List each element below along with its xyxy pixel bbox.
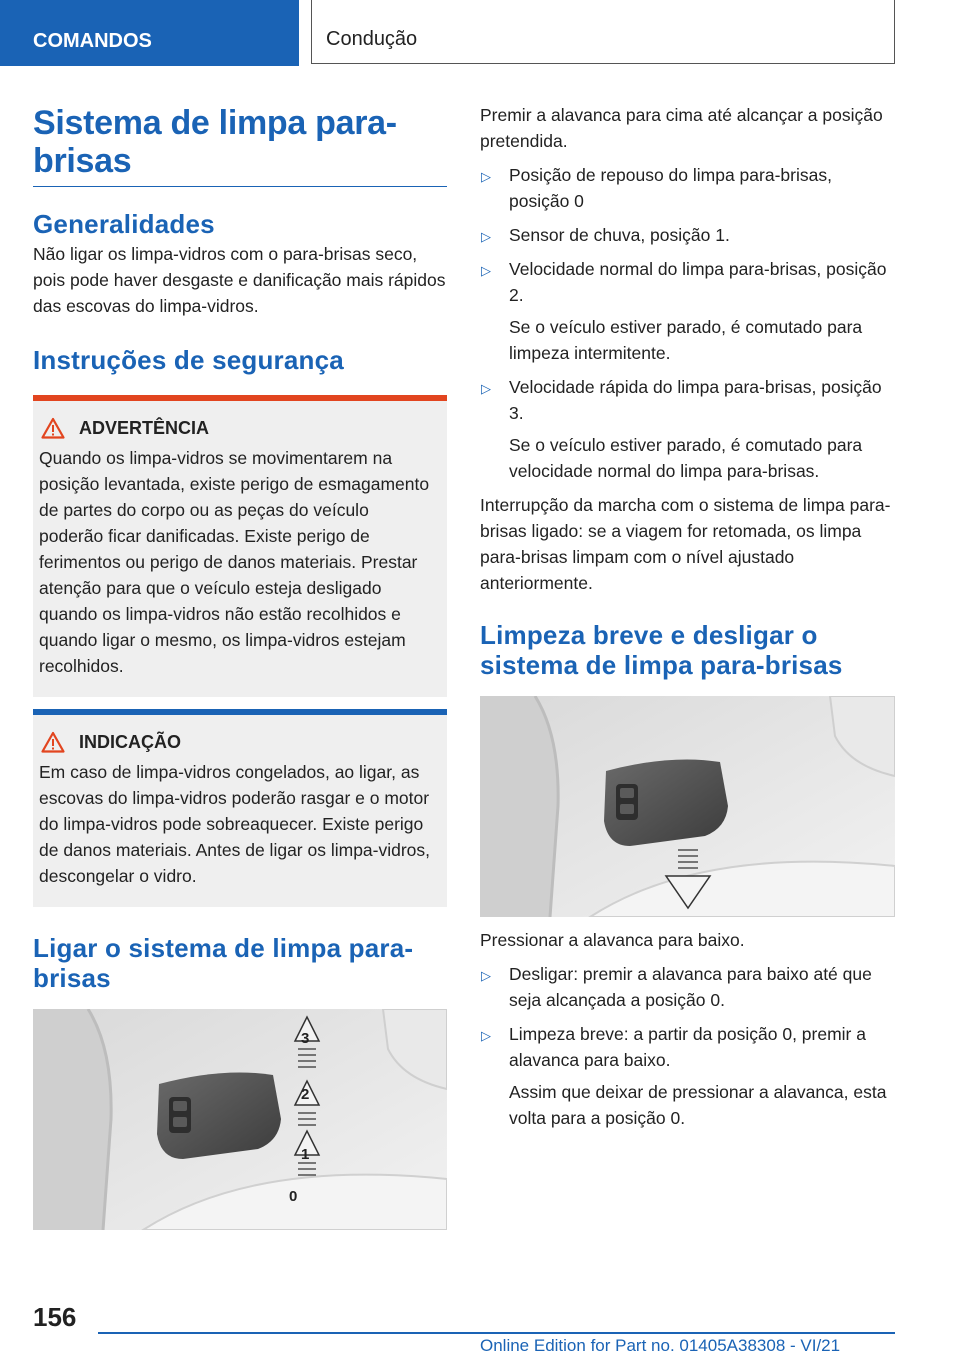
warning-text: Quando os limpa-vidros se movimentarem na posição levantada, existe perigo de esmagamento de partes do corpo ou as peças do veículo poderão ficar danificadas. Existe perigo de ferimentos ou perigo de danos materiais. Prestar atenção para que o veículo esteja desligado quando os limpa-vidros não estão recolhidos e quando ligar o mesmo, os limpa-vidros estejam recolhidos. bbox=[39, 448, 430, 676]
warning-triangle-icon bbox=[41, 417, 65, 439]
right-column bbox=[480, 104, 895, 1139]
position-label-2: 2 bbox=[301, 1086, 310, 1103]
wiper-lever-down-figure bbox=[480, 696, 895, 917]
triangle-right-icon: ▷ bbox=[481, 263, 491, 278]
heading-limpeza: Limpeza breve e desligar o sistema de limpa para-brisas bbox=[480, 620, 843, 680]
triangle-right-icon: ▷ bbox=[481, 229, 491, 244]
heading-generalidades: Generalidades bbox=[33, 209, 215, 239]
interruption-text: Interrupção da marcha com o sistema de limpa para-brisas ligado: se a viagem for retomada, os limpa para-brisas limpam com o nível ajustado anteriormente. bbox=[480, 495, 891, 593]
wiper-lever-down-illustration bbox=[480, 696, 895, 917]
list-item: ▷ Posição de repouso do limpa para-brisas, posição 0 bbox=[481, 165, 832, 211]
page-footer bbox=[0, 1292, 960, 1362]
note-label: INDICAÇÃO bbox=[79, 731, 181, 752]
note-header bbox=[39, 731, 437, 753]
edition-link[interactable]: Online Edition for Part no. 01405A38308 - VI/21 bbox=[480, 1336, 841, 1355]
note-text: Em caso de limpa-vidros congelados, ao ligar, as escovas do limpa-vidros poderão rasgar e o motor do limpa-vidros pode sobreaquecer. Existe perigo de danos materiais. Antes de ligar os limpa-vidros, descongelar o vidro. bbox=[39, 762, 431, 886]
press-down-text: Pressionar a alavanca para baixo. bbox=[480, 930, 745, 950]
note-callout bbox=[33, 709, 447, 907]
list-item-note: Se o veículo estiver parado, é comutado para limpeza intermitente. bbox=[509, 317, 863, 363]
list-item-note: Assim que deixar de pressionar a alavanca, esta volta para a posição 0. bbox=[509, 1082, 887, 1128]
position-label-1: 1 bbox=[301, 1146, 310, 1163]
list-item-note: Se o veículo estiver parado, é comutado para velocidade normal do limpa para-brisas. bbox=[509, 435, 863, 481]
page-title: Sistema de limpa para-brisas bbox=[33, 104, 447, 187]
page-number: 156 bbox=[33, 1302, 77, 1332]
triangle-right-icon: ▷ bbox=[481, 381, 491, 396]
intro-text: Premir a alavanca para cima até alcançar a posição pretendida. bbox=[480, 105, 883, 151]
warning-label: ADVERTÊNCIA bbox=[79, 417, 210, 438]
list-item: ▷ Limpeza breve: a partir da posição 0, premir a alavanca para baixo. Assim que deixar de pressionar a alavanca, esta volta para a posição 0. bbox=[480, 1021, 895, 1131]
heading-seguranca: Instruções de segurança bbox=[33, 345, 344, 375]
wiper-lever-up-figure bbox=[33, 1009, 447, 1230]
header-subsection: Condução bbox=[311, 0, 895, 64]
warning-header bbox=[39, 417, 437, 439]
heading-ligar: Ligar o sistema de limpa para-brisas bbox=[33, 933, 414, 993]
wiper-lever-up-illustration bbox=[33, 1009, 447, 1230]
footer-divider bbox=[98, 1332, 895, 1334]
warning-callout bbox=[33, 395, 447, 697]
position-label-3: 3 bbox=[301, 1030, 310, 1047]
header-section-tab: COMANDOS bbox=[0, 0, 299, 66]
triangle-right-icon: ▷ bbox=[481, 1028, 491, 1043]
page-header bbox=[0, 0, 960, 66]
list-item: ▷ Velocidade normal do limpa para-brisas, posição 2. Se o veículo estiver parado, é comutado para limpeza intermitente. bbox=[480, 256, 895, 366]
warning-triangle-icon bbox=[41, 731, 65, 753]
generalidades-text: Não ligar os limpa-vidros com o para-brisas seco, pois pode haver desgaste e danificação mais rápidos das escovas do limpa-vidros. bbox=[33, 244, 446, 316]
list-item: ▷ Desligar: premir a alavanca para baixo até que seja alcançada a posição 0. bbox=[481, 964, 872, 1010]
down-list bbox=[480, 961, 895, 1131]
left-column bbox=[33, 104, 447, 1230]
list-item: ▷ Sensor de chuva, posição 1. bbox=[480, 222, 895, 248]
list-item: ▷ Velocidade rápida do limpa para-brisas, posição 3. Se o veículo estiver parado, é comutado para velocidade normal do limpa para-brisas. bbox=[480, 374, 895, 484]
triangle-right-icon: ▷ bbox=[481, 169, 491, 184]
triangle-right-icon: ▷ bbox=[481, 968, 491, 983]
position-label-0: 0 bbox=[289, 1188, 298, 1205]
positions-list bbox=[480, 162, 895, 484]
